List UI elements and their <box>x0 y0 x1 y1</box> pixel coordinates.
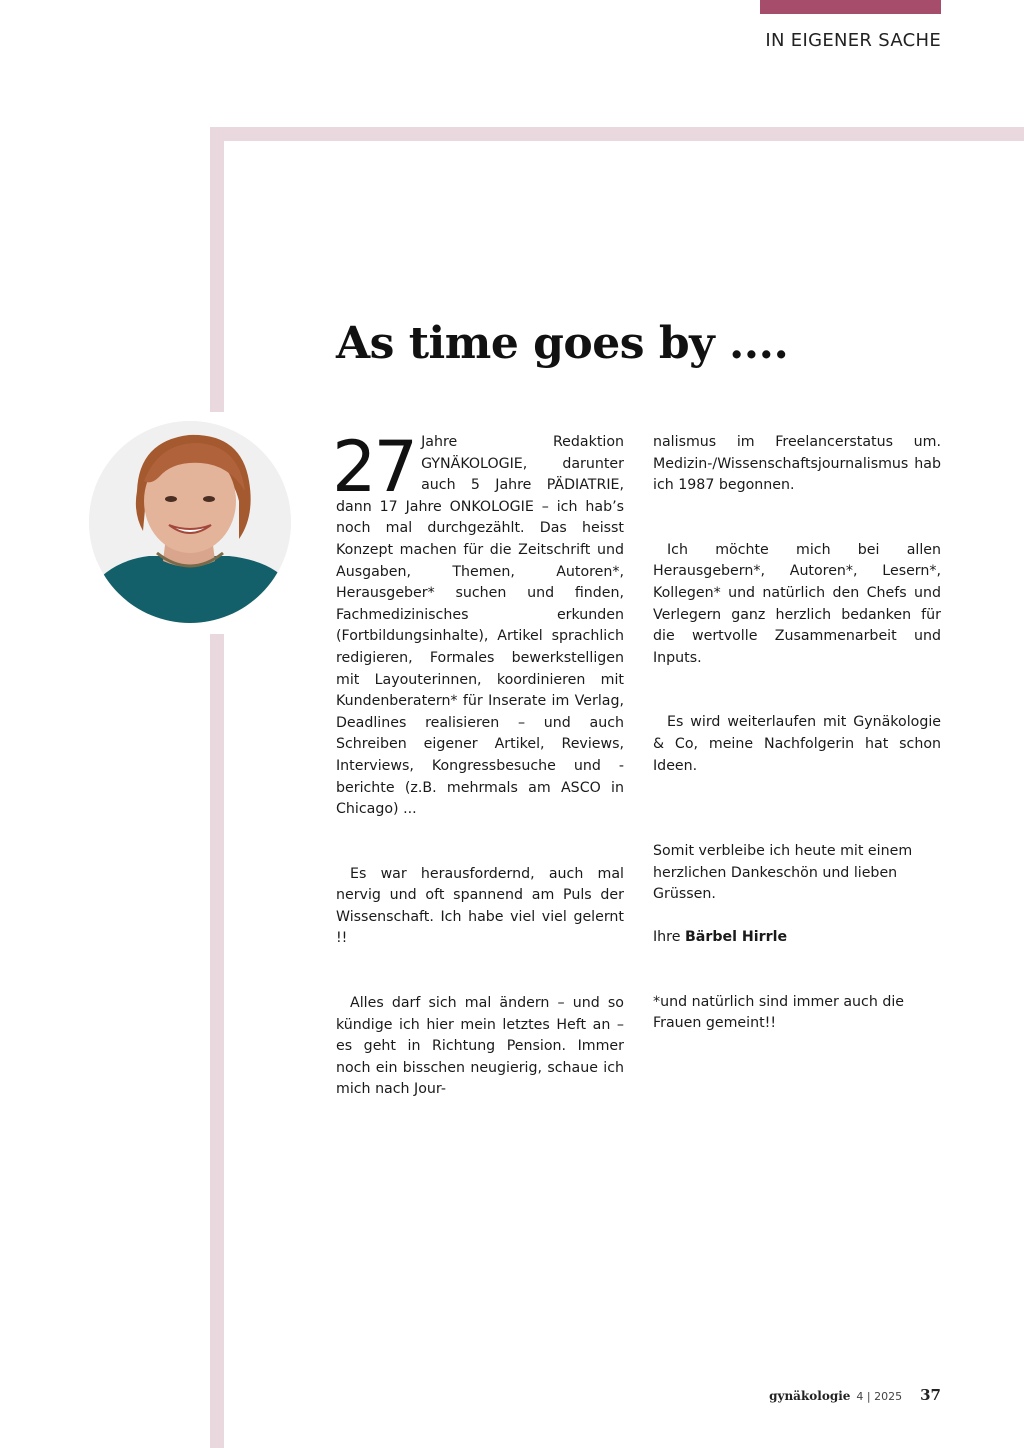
article-column-right <box>653 432 941 1035</box>
header-accent-bar <box>760 0 941 14</box>
paragraph-spacer <box>653 906 941 927</box>
paragraph-spacer <box>336 950 624 993</box>
magazine-name: gynäkologie <box>769 1389 851 1403</box>
page-number: 37 <box>920 1386 941 1404</box>
article-title: As time goes by .... <box>336 318 789 369</box>
paragraph-spacer <box>653 949 941 992</box>
paragraph: nalismus im Freelancerstatus um. Medizin-/Wissenschaftsjournalismus hab ich 1987 begonnen. <box>653 434 941 494</box>
signature <box>653 927 941 949</box>
page-footer <box>769 1386 941 1404</box>
paragraph-spacer <box>653 777 941 820</box>
frame-left-bar-upper <box>210 127 224 412</box>
paragraph-spacer <box>653 820 941 841</box>
footnote: *und natürlich sind immer auch die Frauen gemeint!! <box>653 993 905 1032</box>
issue-number: 4 | 2025 <box>856 1390 903 1403</box>
signature-prefix: Ihre <box>653 928 681 945</box>
frame-left-bar-lower <box>210 634 224 1448</box>
paragraph-spacer <box>653 497 941 540</box>
paragraph-spacer <box>653 669 941 712</box>
frame-top-bar <box>210 127 1024 141</box>
signature-name: Bärbel Hirrle <box>684 928 788 945</box>
drop-cap: 27 <box>332 426 416 508</box>
intro-paragraph <box>332 426 624 821</box>
paragraph-spacer <box>336 821 624 864</box>
paragraph: Ich möchte mich bei allen Herausgebern*, Autoren*, Lesern*, Kollegen* und natürlich den Chefs und Verlegern ganz herzlich bedanken für die wertvolle Zusammenarbeit und Inputs. <box>653 541 941 666</box>
section-label: IN EIGENER SACHE <box>765 30 941 51</box>
paragraph: Alles darf sich mal ändern – und so kündige ich hier mein letztes Heft an – es geht in Richtung Pension. Immer noch ein bisschen neugierig, schaue ich mich nach Jour- <box>336 995 624 1098</box>
article-column-left <box>332 426 624 1101</box>
paragraph: Es wird weiterlaufen mit Gynäkologie & Co, meine Nachfolgerin hat schon Ideen. <box>653 714 941 774</box>
closing-paragraph: Somit verbleibe ich heute mit einem herzlichen Dankeschön und lieben Grüssen. <box>653 843 913 903</box>
paragraph: Es war herausfordernd, auch mal nervig und oft spannend am Puls der Wissenschaft. Ich habe viel viel gelernt !! <box>336 865 624 947</box>
intro-text: Jahre Redaktion GYNÄKOLOGIE, darunter auch 5 Jahre PÄDIATRIE, dann 17 Jahre ONKOLOGIE – ich hab’s noch mal durchgezählt. Das heisst Konzept machen für die Zeitschrift und Ausgaben, Themen, Autoren*, Herausgeber* suchen und finden, Fachmedizinisches erkunden (Fortbildungsinhalte), Artikel sprachlich redigieren, Formales bewerkstelligen mit Layouterinnen, koordinieren mit Kundenberatern* für Inserate im Verlag, Deadlines realisieren – und auch Schreiben eigener Artikel, Reviews, Interviews, Kongressbesuche und -berichte (z.B. mehrmals am ASCO in Chicago) ... <box>336 434 624 818</box>
author-portrait <box>89 421 291 623</box>
portrait-illustration <box>89 421 291 623</box>
